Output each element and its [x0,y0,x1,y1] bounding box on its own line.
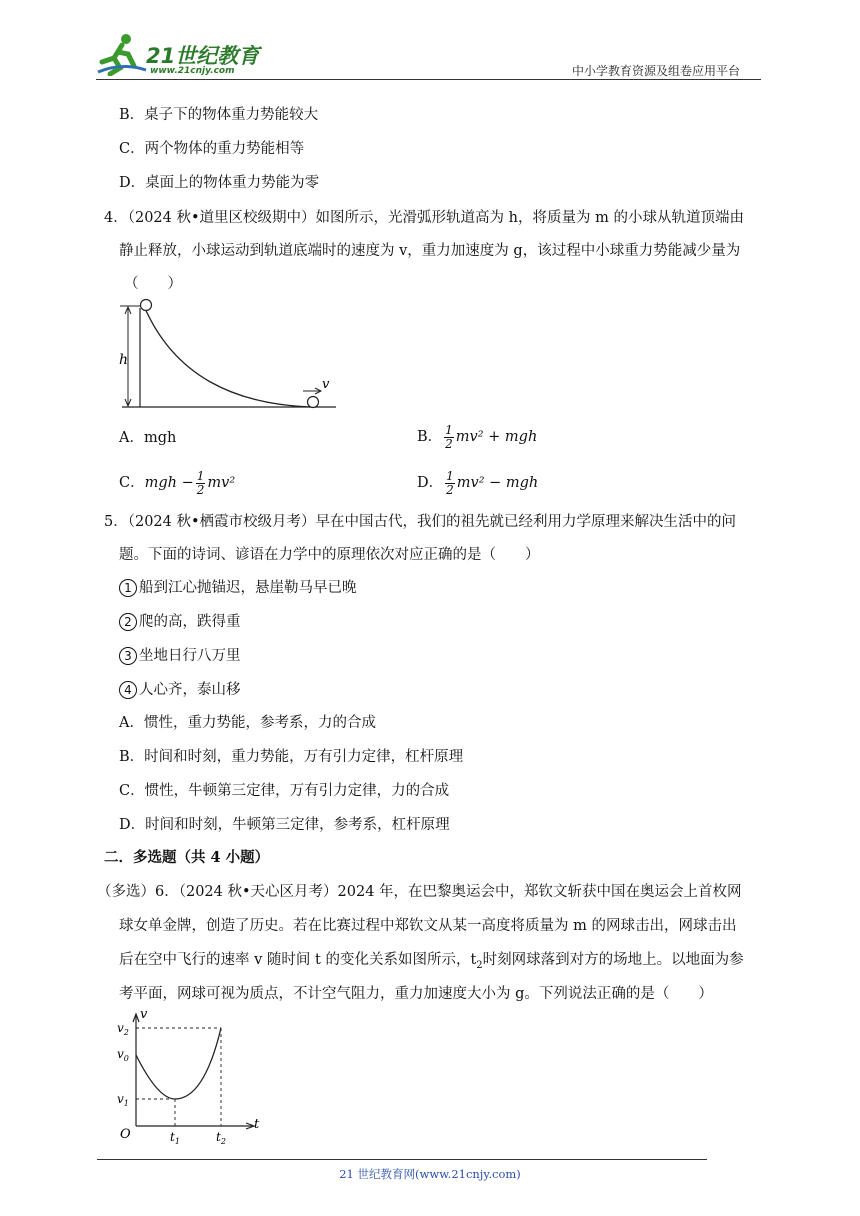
q6-v1-label: $v_1$ [117,1092,129,1108]
q6-stem-line4: 考平面，网球可视为质点，不计空气阻力，重力加速度大小为 g。下列说法正确的是（ ） [119,986,713,1002]
q4-option-d-fraction: $\frac{1}{2}$ [446,468,454,497]
q5-stem-line2: 题。下面的诗词、谚语在力学中的原理依次对应正确的是（ ） [119,547,540,563]
q6-stem-line1: （多选）6．（2024 秋•天心区月考）2024 年，在巴黎奥运会中，郑钦文斩获中国在奥运会上首枚网 [97,884,742,900]
q6-t1-label: $t_1$ [170,1130,180,1146]
footer-text: 21 世纪教育网(www.21cnjy.com) [339,1167,521,1181]
platform-name: 中小学教育资源及组卷应用平台 [572,64,741,78]
q6-stem-line3: 后在空中飞行的速率 v 随时间 t 的变化关系如图所示，$t_2$时刻网球落到对方的场地上。以地面为参 [119,952,744,971]
header-divider [96,79,761,80]
q4-option-c-fraction: $\frac{1}{2}$ [196,468,205,497]
q5-item-3: 3 坐地日行八万里 [119,646,241,666]
q5-stem-line1: 5．（2024 秋•栖霞市校级月考）早在中国古代，我们的祖先就已经利用力学原理来解决生活中的问 [104,514,737,530]
q3-option-c: C．两个物体的重力势能相等 [119,141,305,157]
q5-item-4: 4 人心齐，泰山移 [119,680,241,700]
q6-stem-line2: 球女单金牌，创造了历史。若在比赛过程中郑钦文从某一高度将质量为 m 的网球击出，网球击出 [119,918,737,934]
circled-number-3: 3 [119,647,137,665]
q6-t-axis-label: t [254,1117,260,1132]
q5-item-1: 1 船到江心抛锚迟，悬崖勒马早已晚 [119,578,357,598]
q3-option-b: B．桌子下的物体重力势能较大 [119,107,319,123]
q6-origin-label: O [120,1127,131,1142]
q6-speed-curve [136,1028,221,1099]
logo-main-text: 21世纪教育 [146,44,260,68]
q6-v2-label: $v_2$ [117,1021,129,1037]
circled-number-1: 1 [119,579,137,597]
q4-option-b-fraction: $\frac{1}{2}$ [445,422,453,451]
q6-t2-label: $t_2$ [216,1130,226,1146]
q4-option-b: B． $\frac{1}{2}$ mv² + mgh [417,422,538,451]
q5-option-d: D．时间和时刻，牛顿第三定律，参考系，杠杆原理 [119,817,450,833]
q6-v0-label: $v_0$ [117,1047,129,1063]
footer-divider [97,1159,707,1160]
q4-ball-bottom [308,397,319,408]
q4-ball-top [141,300,152,311]
q4-arc-track [144,306,310,407]
q4-height-label: h [119,352,129,368]
q4-stem-line1: 4．（2024 秋•道里区校级期中）如图所示，光滑弧形轨道高为 h，将质量为 m 的小球从轨道顶端由 [104,210,744,226]
q4-option-a: A．mgh [119,430,177,446]
circled-number-4: 4 [119,681,137,699]
section-title-multiple-choice: 二．多选题（共 4 小题） [104,849,270,866]
q4-velocity-label: v [322,377,330,392]
q4-stem-line3: （ ） [124,276,182,292]
circled-number-2: 2 [119,613,137,631]
q4-stem-line2: 静止释放，小球运动到轨道底端时的速度为 v，重力加速度为 g，该过程中小球重力势能减少量为 [119,243,741,259]
q6-v-axis-label: v [140,1007,148,1022]
q5-item-2: 2 爬的高，跌得重 [119,612,241,632]
q4-option-d: D． $\frac{1}{2}$ mv² − mgh [417,468,539,497]
q5-option-b: B．时间和时刻，重力势能，万有引力定律，杠杆原理 [119,749,464,765]
q3-option-d: D．桌面上的物体重力势能为零 [119,175,320,191]
q6-speed-time-graph [112,1006,272,1146]
header [0,0,860,82]
logo-url-text: www.21cnjy.com [150,66,235,76]
q4-track-figure [114,296,340,414]
q5-option-c: C．惯性，牛顿第三定律，万有引力定律，力的合成 [119,783,450,799]
q5-option-a: A．惯性，重力势能，参考系，力的合成 [119,715,376,731]
q4-option-c: C．mgh − $\frac{1}{2}$ mv² [119,468,236,497]
logo-runner-icon [96,32,148,76]
